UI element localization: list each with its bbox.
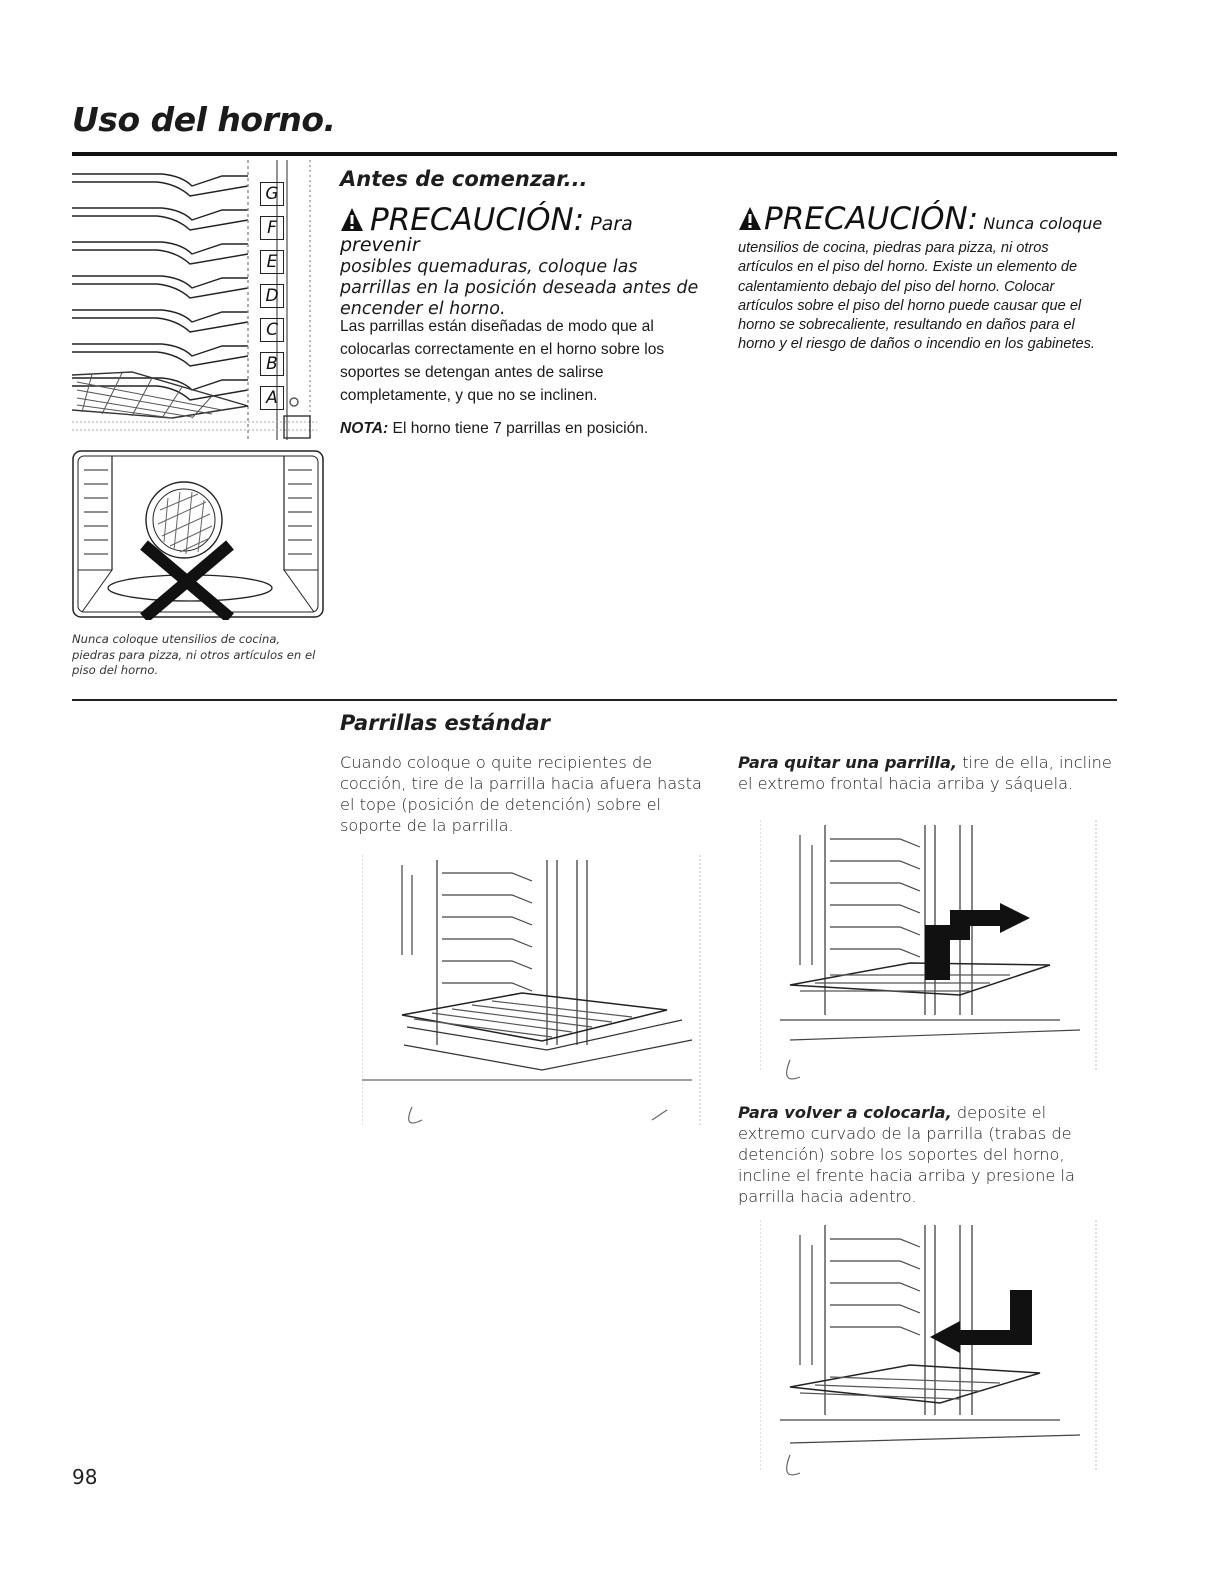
rack-rail (72, 242, 248, 264)
rack-label-c: C (260, 318, 284, 342)
x-mark-icon (144, 545, 230, 618)
rack-rail (72, 344, 248, 366)
floor-caption: Nunca coloque utensilios de cocina, piedras para pizza, ni otros artículos en el piso del horno. (72, 632, 316, 677)
caution-lead-2: Nunca coloque (978, 214, 1103, 233)
rack-rail (72, 276, 248, 298)
rack-label-a: A (260, 386, 284, 410)
replace-rack-text: deposite el extremo curvado de la parrilla (trabas de detención) sobre los soportes del horno, incline el frente hacia arriba y presione la parrilla hacia adentro. (738, 1103, 1075, 1206)
rack-rail (72, 378, 248, 400)
page-title: Uso del horno. (72, 100, 336, 139)
caution-word-1: PRECAUCIÓN: (370, 202, 585, 238)
caution-block-1 (340, 202, 710, 320)
section-divider (72, 699, 1117, 701)
remove-rack-label: Para quitar una parrilla, (738, 753, 958, 772)
replace-rack-label: Para volver a colocarla, (738, 1103, 952, 1122)
caution-lead-1: Para prevenir (340, 213, 633, 256)
rack-stop-illustration (362, 845, 702, 1135)
remove-rack-drawing (760, 815, 1100, 1085)
rack-label-d: D (260, 284, 284, 308)
remove-rack-instruction (738, 752, 1118, 794)
page-number: 98 (72, 1465, 98, 1489)
rack-label-g: G (260, 182, 284, 206)
caution-block-2 (738, 201, 1108, 355)
rack-label-b: B (260, 352, 284, 376)
caution-body-2: utensilios de cocina, piedras para pizza, ni otros artículos en el piso del horno. Existe un elemento de calentamiento debajo del piso del horno. Colocar artículos sobre el piso del horno puede causar que el horno se sobrecaliente, resultando en daños para el horno y el riesgo de daños o incendio en los gabinetes. (738, 240, 1095, 353)
standard-racks-heading: Parrillas estándar (340, 711, 550, 735)
rack-stop-drawing (362, 845, 702, 1135)
before-start-heading: Antes de comenzar... (340, 167, 588, 191)
warning-icon (340, 207, 364, 233)
remove-rack-illustration (760, 815, 1100, 1085)
rack-positions-illustration (72, 160, 317, 445)
caution-word-2: PRECAUCIÓN: (764, 201, 979, 237)
caution-body-1: posibles quemaduras, coloque las parrillas en la posición deseada antes de encender el horno. (340, 257, 699, 319)
oven-floor-drawing (72, 450, 325, 620)
rack-rail (72, 310, 248, 332)
rack-rail (72, 208, 248, 230)
note-text: El horno tiene 7 parrillas en posición. (388, 420, 649, 437)
note-label: NOTA: (340, 420, 389, 437)
replace-rack-drawing (760, 1215, 1100, 1480)
oven-floor-illustration (72, 450, 325, 620)
remove-rack-text: tire de ella, incline el extremo frontal hacia arriba y sáquela. (738, 753, 1112, 793)
replace-rack-illustration (760, 1215, 1100, 1480)
rack-label-f: F (260, 216, 284, 240)
replace-rack-instruction (738, 1102, 1118, 1207)
push-arrow-icon (930, 1290, 1032, 1353)
note-line (340, 417, 700, 440)
rack-label-e: E (260, 250, 284, 274)
warning-icon-2 (738, 206, 762, 232)
pull-arrow-icon (925, 903, 1030, 980)
standard-racks-intro: Cuando coloque o quite recipientes de cocción, tire de la parrilla hacia afuera hasta el tope (posición de detención) sobre el soporte de la parrilla. (340, 753, 702, 835)
rack-design-paragraph: Las parrillas están diseñadas de modo que al colocarlas correctamente en el horno sobre los soportes se detengan antes de salirse completamente, y que no se inclinen. (340, 318, 665, 404)
header-rule (72, 152, 1117, 156)
rack-rail (72, 174, 248, 196)
